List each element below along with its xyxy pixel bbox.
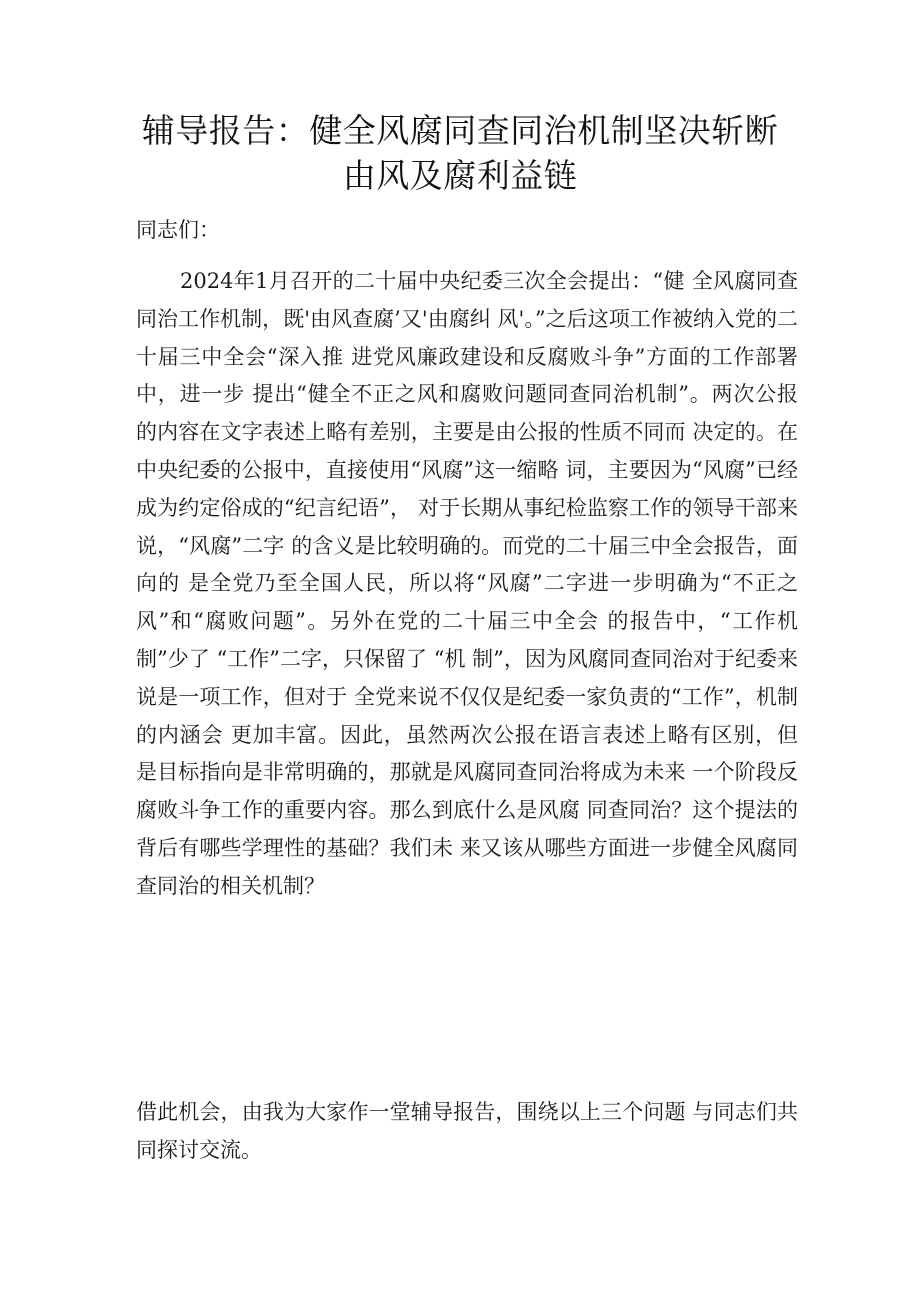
body-paragraph-2: 借此机会，由我为大家作一堂辅导报告，围绕以上三个问题 与同志们共同探讨交流。 [136, 1100, 798, 1162]
body-paragraph-1: 2024年1月召开的二十届中央纪委三次全会提出：“健 全风腐同查同治工作机制，既'由风查腐’又'由腐纠 风'。”之后这项工作被纳入党的二十届三中全会“深入推 进党风廉政建设和反腐败斗争”方面的工作部署中，进一步 提出“健全不正之风和腐败问题同查同治机制”。两次公报 的内容在文字表述上略有差别，主要是由公报的性质不同而 决定的。在中央纪委的公报中，直接使用“风腐”这一缩略 词，主要因为“风腐”已经成为约定俗成的“纪言纪语”， 对于长期从事纪检监察工作的领导干部来说，“风腐”二字 的含义是比较明确的。而党的二十届三中全会报告，面向的 是全党乃至全国人民，所以将“风腐”二字进一步明确为“不正之风”和“腐败问题”。另外在党的二十届三中全会 的报告中，“工作机制”少了 “工作”二字，只保留了 “机 制”，因为风腐同查同治对于纪委来说是一项工作，但对于 全党来说不仅仅是纪委一家负责的“工作”，机制的内涵会 更加丰富。因此，虽然两次公报在语言表述上略有区别，但 是目标指向是非常明确的，那就是风腐同查同治将成为未来 一个阶段反腐败斗争工作的重要内容。那么到底什么是风腐 同查同治？这个提法的背后有哪些学理性的基础？我们未 来又该从哪些方面进一步健全风腐同查同治的相关机制？ [136, 269, 798, 898]
document-title: 辅导报告：健全风腐同查同治机制坚决斩断由风及腐利益链 [141, 111, 779, 195]
salutation: 同志们： [136, 218, 220, 242]
